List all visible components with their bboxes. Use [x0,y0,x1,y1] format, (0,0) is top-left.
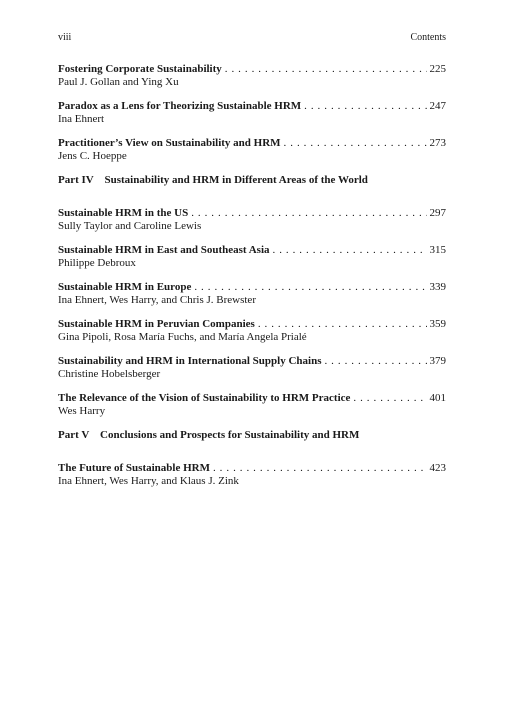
chapter-authors: Philippe Debroux [58,257,136,269]
part-title: Conclusions and Prospects for Sustainability and HRM [100,429,360,441]
chapter-authors: Ina Ehnert, Wes Harry, and Chris J. Brewster [58,294,256,306]
chapter-title[interactable]: Sustainable HRM in Peruvian Companies [58,318,255,330]
chapter-authors: Jens C. Hoeppe [58,150,127,162]
toc-entry[interactable] [58,63,446,89]
chapter-title[interactable]: Practitioner’s View on Sustainability and HRM [58,137,281,149]
dot-leader [213,462,427,475]
dot-leader [353,392,426,405]
part-number: Part V [58,429,90,441]
chapter-authors: Wes Harry [58,405,106,417]
chapter-title[interactable]: Sustainable HRM in East and Southeast Asia [58,244,270,256]
toc-entry[interactable] [58,462,446,488]
chapter-title[interactable]: Paradox as a Lens for Theorizing Sustainable HRM [58,100,302,112]
page-number[interactable]: 247 [429,100,446,112]
dot-leader [194,281,426,294]
chapter-title[interactable]: Fostering Corporate Sustainability [58,63,222,75]
dot-leader [258,318,427,331]
page-number[interactable]: 339 [429,281,446,293]
page-number[interactable]: 225 [429,63,446,75]
page-number[interactable]: 423 [429,462,446,474]
part-number: Part IV [58,174,94,186]
chapter-title[interactable]: The Relevance of the Vision of Sustainability to HRM Practice [58,392,351,404]
dot-leader [304,100,426,113]
page-number[interactable]: 359 [429,318,446,330]
chapter-title[interactable]: Sustainable HRM in the US [58,207,189,219]
chapter-authors: Gina Pipoli, Rosa María Fuchs, and María Angela Prialé [58,331,307,343]
table-of-contents [58,63,446,499]
toc-entry[interactable] [58,207,446,233]
chapter-authors: Ina Ehnert, Wes Harry, and Klaus J. Zink [58,475,239,487]
chapter-title[interactable]: The Future of Sustainable HRM [58,462,210,474]
chapter-title[interactable]: Sustainable HRM in Europe [58,281,192,293]
part-heading [58,174,446,187]
running-title: Contents [410,32,446,43]
toc-entry[interactable] [58,318,446,344]
dot-leader [225,63,427,76]
toc-entry[interactable] [58,244,446,270]
page-number[interactable]: 401 [429,392,446,404]
part-heading [58,429,446,442]
page-number[interactable]: 315 [429,244,446,256]
chapter-authors: Sully Taylor and Caroline Lewis [58,220,202,232]
chapter-authors: Ina Ehnert [58,113,105,125]
toc-entry[interactable] [58,137,446,163]
toc-entry[interactable] [58,281,446,307]
chapter-title[interactable]: Sustainability and HRM in International Supply Chains [58,355,322,367]
chapter-authors: Paul J. Gollan and Ying Xu [58,76,179,88]
page-number[interactable]: 297 [429,207,446,219]
toc-entry[interactable] [58,355,446,381]
page-number[interactable]: 379 [429,355,446,367]
dot-leader [284,137,427,150]
page-number[interactable]: 273 [429,137,446,149]
dot-leader [273,244,427,257]
dot-leader [191,207,426,220]
part-title: Sustainability and HRM in Different Areas of the World [104,174,368,186]
toc-entry[interactable] [58,100,446,126]
toc-entry[interactable] [58,392,446,418]
chapter-authors: Christine Hobelsberger [58,368,161,380]
page-number: viii [58,32,72,43]
dot-leader [324,355,426,368]
page-header [58,32,446,46]
